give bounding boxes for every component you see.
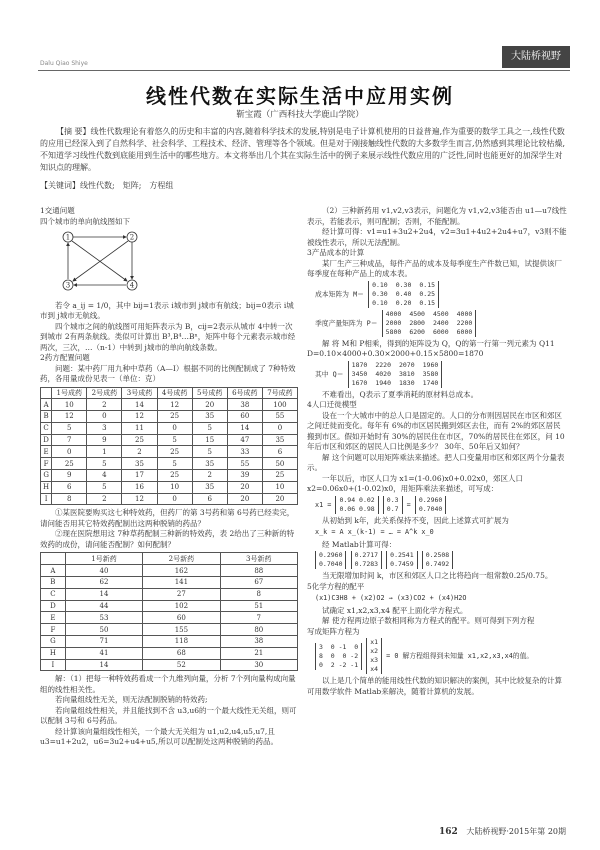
table-cell: 40 <box>65 565 142 577</box>
route-edge <box>73 241 128 281</box>
table-cell: 25 <box>157 446 192 458</box>
svg-text:2: 2 <box>129 233 135 242</box>
t2-header-cell: 1号新药 <box>65 553 142 565</box>
journal-subtitle: Dalu Qiao Shiye <box>40 60 88 67</box>
section-3-conclusion: 不难看出，Q表示了夏季消耗的原材料总成本。 <box>322 389 479 399</box>
cost-matrix-label: 成本矩阵为 M＝ <box>315 290 364 298</box>
table-row <box>41 399 298 411</box>
table-cell: F <box>41 624 66 636</box>
table-cell: 2 <box>122 446 157 458</box>
section-4-problem: 设在一个大城市中的总人口是固定的。人口的分布则因居民在市区和郊区之间迁徙而变化。每年有 6%的市区居民搬到郊区去住，而有 2%的郊区居民搬到市区。假如开始时有 30%的居民住在市区，70%的居民住在郊区，问 10年后市区和郊区的居民人口比例是多少？ 30年、50年后又如何？ <box>307 410 565 451</box>
table-cell: 14 <box>65 659 142 671</box>
section-5-title: 5化学方程的配平 <box>307 581 365 591</box>
t2-header-cell: 3号新药 <box>220 553 297 565</box>
table-cell: 5 <box>87 458 122 470</box>
svg-text:4: 4 <box>129 281 135 290</box>
t1-header-cell: 7号成药 <box>262 387 297 399</box>
table-cell: 25 <box>262 470 297 482</box>
abstract: 【摘 要】线性代数理论有着悠久的历史和丰富的内容,随着科学技术的发展,特别是电子计算机使用的日益普遍,作为重要的数学工具之一,线性代数的应用已经深入到了自然科学、社会科学、工程技术、经济、管理等各个领域。但是对于刚接触线性代数的大多数学生而言,仍然感到其理论比较枯燥,不知道学习线性代数到底能用到生活中的哪些地方。本文将举出几个其在实际生活中的例子来展示线性代数应用的广泛性,同时也能更好的加深学生对知识点的理解。 <box>40 127 566 172</box>
table-row <box>41 411 298 423</box>
table-cell: 0 <box>87 411 122 423</box>
table-cell: E <box>41 446 52 458</box>
table-row <box>41 588 298 600</box>
page-footer <box>439 826 566 837</box>
page-number: 162 <box>439 827 458 837</box>
cost-matrix-m: 0.10 0.30 0.15 0.30 0.40 0.25 0.10 0.20 0.15 <box>368 281 439 308</box>
table-cell: 14 <box>227 422 262 434</box>
table-cell: 38 <box>220 636 297 648</box>
section-2-question-1: ①某医院要购买这七种特效药，但药厂的第 3号药和第 6号药已经卖完，请问能否用其它特效药配制出这两种脱销的药品？ <box>40 508 295 528</box>
table-cell: 4 <box>87 470 122 482</box>
table-cell: 0 <box>157 493 192 505</box>
table-cell: 3 <box>87 422 122 434</box>
section-4-one-year: 一年以后，市区人口为 x1=(1-0.06)x0+0.02x0，郊区人口 x2=0.06x0+(1-0.02)x0，用矩阵乘法来描述，可写成： <box>307 473 524 493</box>
production-matrix-label: 季度产量矩阵为 P＝ <box>315 319 378 327</box>
table-cell: E <box>41 612 66 624</box>
keywords: 【关键词】线性代数; 矩阵; 方程组 <box>40 181 174 190</box>
t1-header-cell <box>41 387 52 399</box>
table-cell: 67 <box>220 577 297 589</box>
header-rule <box>38 70 570 71</box>
table-cell: 51 <box>220 600 297 612</box>
table-cell: 2 <box>87 493 122 505</box>
table-cell: 35 <box>122 458 157 470</box>
table-row <box>41 470 298 482</box>
table-cell: 14 <box>122 399 157 411</box>
table-cell: 55 <box>262 411 297 423</box>
table-cell: 11 <box>122 422 157 434</box>
table-cell: 1 <box>87 446 122 458</box>
table-row <box>41 577 298 589</box>
table-row <box>41 647 298 659</box>
section-4-title: 4人口迁徙模型 <box>307 400 357 409</box>
table-cell: 50 <box>65 624 142 636</box>
table-cell: 9 <box>87 434 122 446</box>
table-cell: 25 <box>52 458 87 470</box>
table-cell: 38 <box>227 399 262 411</box>
svg-text:3: 3 <box>65 281 71 290</box>
table-cell: 35 <box>192 481 227 493</box>
production-matrix-eq <box>315 310 567 337</box>
table-row <box>41 565 298 577</box>
table-cell: 60 <box>227 411 262 423</box>
table-cell: I <box>41 493 52 505</box>
section-3-problem: 某厂生产三种成品，每件产品的成本及每季度生产件数已知，试提供该厂每季度在每种产品上的成本表。 <box>307 258 562 278</box>
section-3-solution: 解 将 M和 P相乘，得到的矩阵设为 Q，Q的第一行第一列元素为 Q11 D=0.10×4000+0.30×2000+0.15×5800=1870 <box>307 338 555 358</box>
table-cell: 12 <box>157 399 192 411</box>
total-cost-matrix-q: 1870 2220 2070 1960 3450 4020 3810 3580 1670 1940 1830 1740 <box>348 361 443 388</box>
table-row <box>41 659 298 671</box>
table-cell: 102 <box>143 600 220 612</box>
table-cell: 17 <box>122 470 157 482</box>
table-cell: 118 <box>143 636 220 648</box>
table-cell: 25 <box>122 434 157 446</box>
left-column <box>40 206 298 748</box>
t1-header-cell: 1号成药 <box>52 387 87 399</box>
section-4-matlab: 经 Matlab计算可得： <box>322 539 397 549</box>
right-column <box>307 206 567 697</box>
table-cell: 0 <box>157 422 192 434</box>
cost-matrix-eq <box>315 281 567 308</box>
journal-tag: 大陆桥视野 <box>502 46 570 68</box>
table-cell: 2 <box>87 399 122 411</box>
table-cell: B <box>41 577 66 589</box>
t2-header-cell: 2号新药 <box>143 553 220 565</box>
footer-journal: 大陆桥视野·2015年第 20期 <box>466 827 566 836</box>
table-cell: A <box>41 565 66 577</box>
t1-header-cell: 3号成药 <box>122 387 157 399</box>
table-cell: 8 <box>52 493 87 505</box>
table-cell: 5 <box>87 481 122 493</box>
table-cell: 100 <box>262 399 297 411</box>
table-cell: 35 <box>262 434 297 446</box>
table-cell: 35 <box>192 411 227 423</box>
section-2-case-b: 若向量组线性相关，并且能找到不含 u3,u6的一个最大线性无关组，则可以配制 3号和 6号药品。 <box>40 705 297 726</box>
section-1-intro: 四个城市的单向航线图如下 <box>40 216 130 226</box>
t1-header-cell: 2号成药 <box>87 387 122 399</box>
t1-header-cell: 5号成药 <box>192 387 227 399</box>
production-matrix-p: 4000 4500 4500 4000 2000 2800 2400 2200 5800 6200 6000 6000 <box>382 310 477 337</box>
table-cell: 14 <box>65 588 142 600</box>
table-cell: 141 <box>143 577 220 589</box>
table-cell: 7 <box>220 612 297 624</box>
table-row <box>41 481 298 493</box>
table-cell: 155 <box>143 624 220 636</box>
table-cell: 20 <box>227 493 262 505</box>
section-2-result: 经计算该向量组线性相关，一个最大无关组为 u1,u2,u4,u5,u7,且 u3=u1+2u2，u6=3u2+u4+u5,所以可以配制处这两种脱销的药品。 <box>40 726 279 747</box>
table-row <box>41 493 298 505</box>
table-cell: 5 <box>157 434 192 446</box>
table-cell: 0 <box>262 422 297 434</box>
section-2-part-2: （2）三种新药用 v1,v2,v3表示，问题化为 v1,v2,v3能否由 u1—u7线性表示，若能表示，则可配制；否则，不能配制。 <box>307 206 567 226</box>
section-5-conclusion: 以上是几个简单的能用线性代数的知识解决的案例，其中比较复杂的计算可用数学软件 Matlab来解决，随着计算机的发展。 <box>307 676 562 696</box>
table-cell: 35 <box>192 458 227 470</box>
table-cell: 30 <box>220 659 297 671</box>
table-cell: 5 <box>192 422 227 434</box>
table-row <box>41 636 298 648</box>
table-cell: 60 <box>143 612 220 624</box>
section-4-k-years: 从初始到 k年，此关系保持不变，因此上述算式可扩展为 <box>322 515 509 525</box>
table-row <box>41 434 298 446</box>
table-cell: 12 <box>52 411 87 423</box>
total-cost-matrix-eq <box>315 361 567 388</box>
table-cell: C <box>41 422 52 434</box>
section-2-title: 2药方配置问题 <box>40 353 90 362</box>
table-cell: 20 <box>227 481 262 493</box>
table-cell: 162 <box>143 565 220 577</box>
table-cell: 88 <box>220 565 297 577</box>
section-5-solve: 解方程组得到未知量 x1,x2,x3,x4的值。 <box>402 652 534 660</box>
table-cell: 16 <box>122 481 157 493</box>
migration-results-eq: 0.2960 0.7040 0.2717 0.7283 0.2541 0.7459 0.2508 0.7492 <box>315 551 567 569</box>
table-row <box>41 600 298 612</box>
flight-route-diagram <box>60 229 150 293</box>
table-row <box>41 624 298 636</box>
t1-header-cell: 4号成药 <box>157 387 192 399</box>
table-cell: 25 <box>157 411 192 423</box>
table-cell: I <box>41 659 66 671</box>
svg-text:1: 1 <box>65 233 71 242</box>
table-cell: 10 <box>262 481 297 493</box>
table-cell: 12 <box>122 411 157 423</box>
new-medicine-table <box>40 552 298 671</box>
table-cell: G <box>41 470 52 482</box>
section-4-conclusion: 当无限增加时间 k，市区和郊区人口之比将趋向一组常数0.25/0.75。 <box>322 571 553 580</box>
migration-matrix-eq: x1 = 0.94 0.02 0.06 0.98 0.3 0.7 = 0.2960 0.7040 <box>315 496 567 514</box>
table-cell: 9 <box>52 470 87 482</box>
table-cell: 53 <box>65 612 142 624</box>
table-row <box>41 612 298 624</box>
section-5-task: 试确定 x1,x2,x3,x4 配平上面化学方程式。 <box>322 605 468 615</box>
article-author: 靳宝霞（广西科技大学鹿山学院） <box>236 110 364 120</box>
table-cell: 39 <box>227 470 262 482</box>
table-cell: 52 <box>143 659 220 671</box>
table-cell: 6 <box>262 446 297 458</box>
section-3-title: 3产品成本的计算 <box>307 248 365 257</box>
table-cell: 15 <box>192 434 227 446</box>
table-cell: 8 <box>220 588 297 600</box>
article-title: 线性代数在实际生活中应用实例 <box>146 84 454 108</box>
table-cell: 47 <box>227 434 262 446</box>
section-2-solution: 解：（1）把每一种特效药看成一个九维列向量，分析 7个列向量构成向量组的线性相关性。 <box>40 674 296 694</box>
table-cell: 5 <box>192 446 227 458</box>
table-cell: D <box>41 600 66 612</box>
table-cell: 20 <box>192 399 227 411</box>
table-cell: H <box>41 647 66 659</box>
table-cell: 50 <box>262 458 297 470</box>
table-cell: 6 <box>192 493 227 505</box>
table-cell: 27 <box>143 588 220 600</box>
section-1-matrix-text: 四个城市之间的航线图可用矩阵表示为 B，cij=2表示从城市 4中转一次到城市 2有两条航线。类似可计算出 B³,B⁴…Bⁿ，矩阵中每个元素表示城市经两次，三次，…（n-1）中转到 j城市的单向航线条数。 <box>40 321 296 352</box>
table-row <box>41 422 298 434</box>
table-cell: G <box>41 636 66 648</box>
table-cell: 5 <box>52 422 87 434</box>
table-cell: 33 <box>227 446 262 458</box>
table-cell: 0 <box>52 446 87 458</box>
table-row <box>41 458 298 470</box>
chemical-matrix-eq: 3 0 -1 0 8 0 0 -2 0 2 -2 -1 x1 x2 x3 x4 = 0 解方程组得到未知量 x1,x2,x3,x4的值。 <box>315 638 567 674</box>
section-2-case-a: 若向量组线性无关，则无法配制脱销的特效药; <box>55 695 208 705</box>
total-cost-matrix-label: 其中 Q＝ <box>315 370 344 378</box>
t1-header-cell: 6号成药 <box>227 387 262 399</box>
section-1-definition: 若令 a_ij = 1/0，其中 bij=1表示 i城市到 j城市有航线；bij=0表示 i城市到 j城市无航线。 <box>40 300 294 320</box>
table-cell: 7 <box>52 434 87 446</box>
section-2-problem: 问题：某中药厂用九种中草药（A—I）根据不同的比例配制成了 7种特效药，各用量成份见表一（单位：克） <box>40 363 296 383</box>
table-cell: 6 <box>52 481 87 493</box>
section-5-method: 解 使方程两边原子数相同称为方程式的配平。则可得到下列方程 <box>322 616 535 625</box>
table-cell: 2 <box>192 470 227 482</box>
t2-header-cell <box>41 553 66 565</box>
section-4-approach: 解 这个问题可以用矩阵乘法来描述。把人口变量用市区和郊区两个分量表示。 <box>307 452 565 472</box>
table-cell: 5 <box>157 458 192 470</box>
table-cell: 41 <box>65 647 142 659</box>
route-edge <box>72 241 127 281</box>
table-cell: 10 <box>157 481 192 493</box>
section-1-title: 1交通问题 <box>40 206 75 215</box>
table-cell: C <box>41 588 66 600</box>
table-cell: 71 <box>65 636 142 648</box>
table-cell: H <box>41 481 52 493</box>
table-cell: D <box>41 434 52 446</box>
table-cell: 80 <box>220 624 297 636</box>
migration-power-eq: x_k = A x_(k-1) = … = A^k x_0 <box>315 528 434 536</box>
chemical-equation: (x1)C3H8 + (x2)O2 → (x3)CO2 + (x4)H2O <box>315 594 467 602</box>
section-2-part-2-result: 经计算可得：v1=u1+3u2+2u4，v2=3u1+4u2+2u4+u7，v3则不能被线性表示，所以无法配制。 <box>307 227 567 247</box>
table-cell: A <box>41 399 52 411</box>
table-cell: 44 <box>65 600 142 612</box>
table-cell: F <box>41 458 52 470</box>
table-cell: B <box>41 411 52 423</box>
table-cell: 68 <box>143 647 220 659</box>
section-5-matrix-label: 写成矩阵方程为 <box>307 626 360 636</box>
table-cell: 55 <box>227 458 262 470</box>
table-cell: 25 <box>157 470 192 482</box>
table-cell: 20 <box>262 493 297 505</box>
table-row <box>41 446 298 458</box>
table-cell: 21 <box>220 647 297 659</box>
section-2-question-2: ②现在医院想用这 7种草药配制三种新的特效药，表 2给出了三种新的特效药的成份，请问能否配制？如何配制？ <box>40 529 295 549</box>
table-cell: 10 <box>52 399 87 411</box>
table-cell: 62 <box>65 577 142 589</box>
table-cell: 12 <box>122 493 157 505</box>
herb-ingredient-table <box>40 387 298 506</box>
